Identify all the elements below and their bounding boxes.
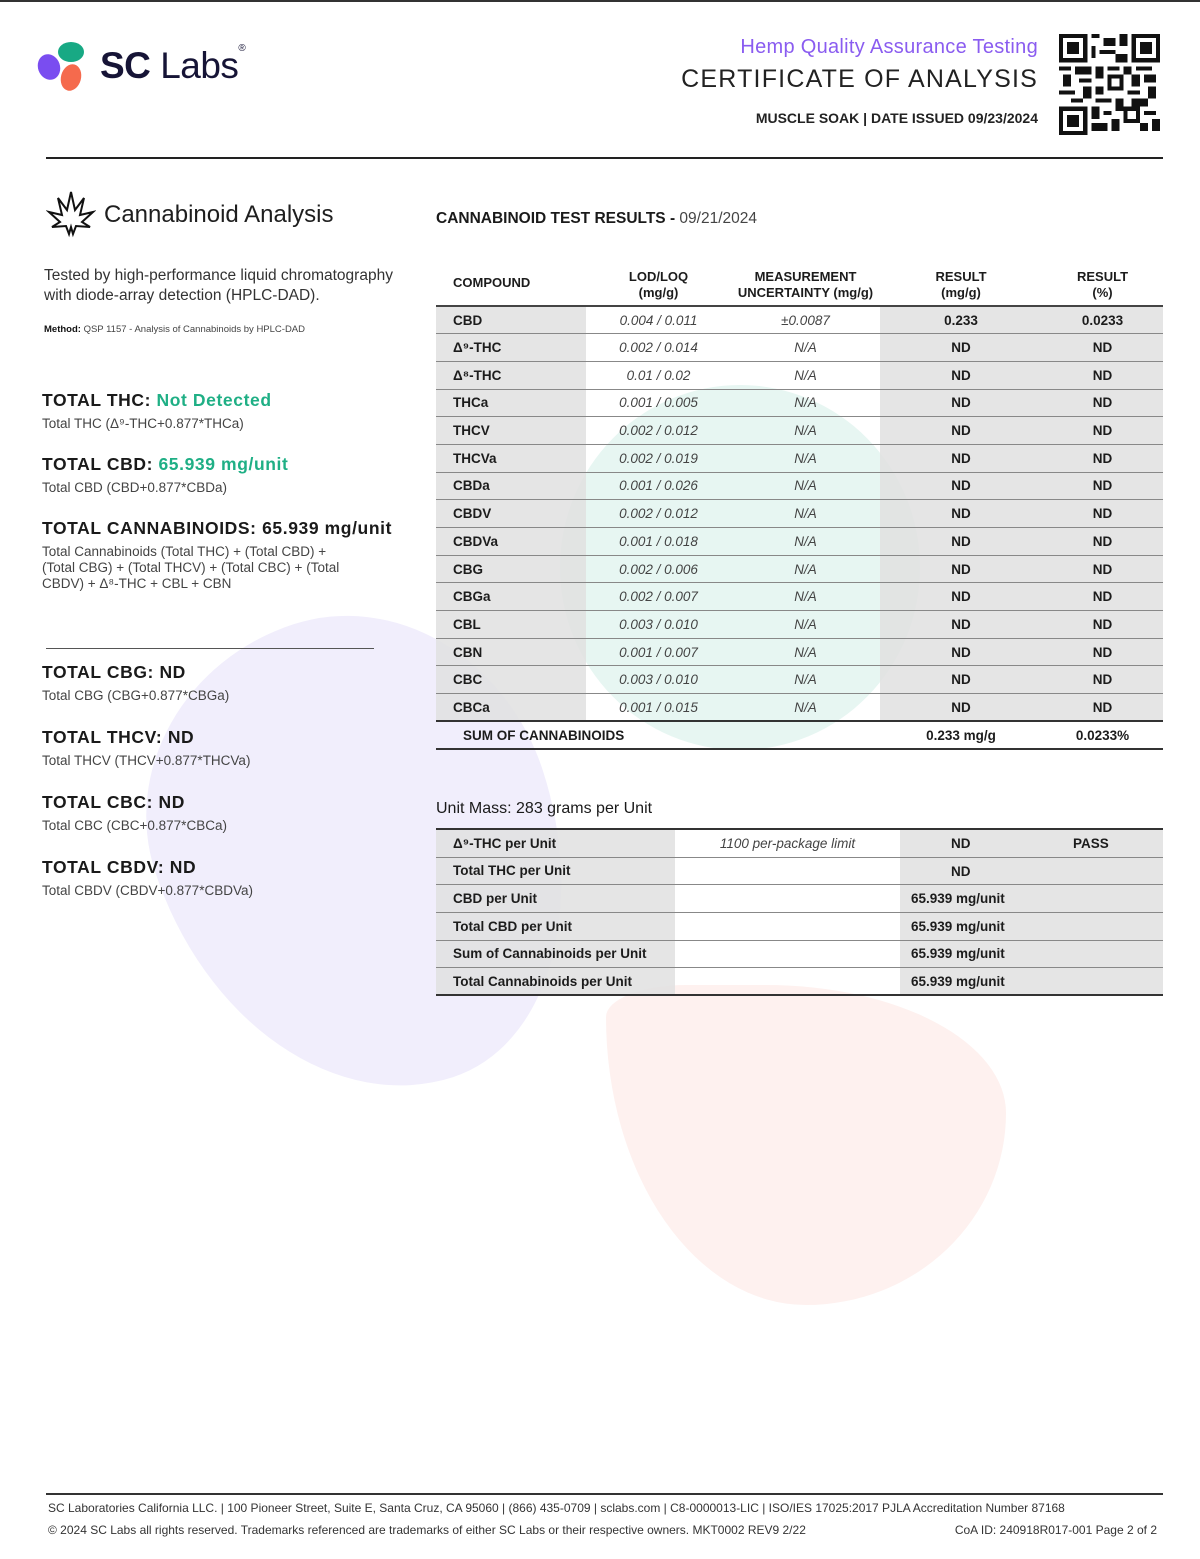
table-row xyxy=(436,583,1163,611)
uncertainty-cell: N/A xyxy=(731,334,880,362)
cannabis-leaf-icon xyxy=(46,190,96,240)
result-mgg-cell: ND xyxy=(880,417,1042,445)
compound-cell: Δ⁹-THC xyxy=(436,334,586,362)
unit-limit-cell xyxy=(675,885,900,913)
header-divider xyxy=(46,157,1163,159)
table-row xyxy=(436,334,1163,362)
uncertainty-cell: N/A xyxy=(731,472,880,500)
table-row xyxy=(436,528,1163,556)
result-pct-cell: ND xyxy=(1042,694,1163,722)
qr-code-icon[interactable] xyxy=(1059,34,1160,135)
lod-loq-cell: 0.001 / 0.007 xyxy=(586,638,731,666)
result-pct-cell: ND xyxy=(1042,389,1163,417)
table-row xyxy=(436,968,1163,996)
table-row xyxy=(436,638,1163,666)
unit-label-cell: Sum of Cannabinoids per Unit xyxy=(436,940,675,968)
result-mgg-cell: ND xyxy=(880,611,1042,639)
cannabinoid-results-table xyxy=(436,264,1163,750)
unit-value-cell xyxy=(900,912,1163,940)
unit-label-cell: Δ⁹-THC per Unit xyxy=(436,829,675,857)
footer-address: SC Laboratories California LLC. | 100 Pioneer Street, Suite E, Santa Cruz, CA 95060 | (866) 435-0709 | sclabs.com | C8-0000013-LIC | ISO/IES 17025:2017 PJLA Accreditation Number 87168 xyxy=(48,1501,1065,1515)
result-pct-cell: ND xyxy=(1042,611,1163,639)
table-row xyxy=(436,444,1163,472)
uncertainty-cell: N/A xyxy=(731,528,880,556)
lod-loq-cell: 0.001 / 0.015 xyxy=(586,694,731,722)
total-cbdv: TOTAL CBDV: ND Total CBDV (CBDV+0.877*CBDVa) xyxy=(42,857,253,898)
result-mgg-cell: ND xyxy=(880,389,1042,417)
lod-loq-cell: 0.001 / 0.018 xyxy=(586,528,731,556)
uncertainty-cell: N/A xyxy=(731,389,880,417)
unit-value-cell xyxy=(900,940,1163,968)
table-row xyxy=(436,472,1163,500)
sum-mgg: 0.233 mg/g xyxy=(880,721,1042,749)
page-top-border xyxy=(0,0,1200,2)
col-result-pct: RESULT (%) xyxy=(1076,269,1129,300)
unit-value: 65.939 mg/unit xyxy=(911,973,1005,989)
lod-loq-cell: 0.001 / 0.005 xyxy=(586,389,731,417)
table-row xyxy=(436,417,1163,445)
total-cannabinoids: TOTAL CANNABINOIDS: 65.939 mg/unit Total Cannabinoids (Total THC) + (Total CBD) + (Total CBG) + (Total THCV) + (Total CBC) + (Total CBDV) + Δ⁸-THC + CBL + CBN xyxy=(42,518,393,591)
compound-cell: CBD xyxy=(436,306,586,334)
uncertainty-cell: N/A xyxy=(731,444,880,472)
uncertainty-cell: N/A xyxy=(731,555,880,583)
result-pct-cell: ND xyxy=(1042,638,1163,666)
decorative-orange-blob xyxy=(606,985,1006,1305)
unit-value-cell xyxy=(900,968,1163,996)
summary-column xyxy=(42,190,412,899)
table-header-row xyxy=(436,264,1163,306)
result-mgg-cell: ND xyxy=(880,555,1042,583)
uncertainty-cell: N/A xyxy=(731,361,880,389)
lod-loq-cell: 0.003 / 0.010 xyxy=(586,611,731,639)
total-thcv: TOTAL THCV: ND Total THCV (THCV+0.877*THCVa) xyxy=(42,727,251,768)
result-mgg-cell: 0.233 xyxy=(880,306,1042,334)
section-header xyxy=(46,190,412,240)
sum-pct: 0.0233% xyxy=(1042,721,1163,749)
result-mgg-cell: ND xyxy=(880,472,1042,500)
uncertainty-cell: N/A xyxy=(731,500,880,528)
lod-loq-cell: 0.01 / 0.02 xyxy=(586,361,731,389)
unit-value: 65.939 mg/unit xyxy=(911,918,1005,934)
result-mgg-cell: ND xyxy=(880,638,1042,666)
result-mgg-cell: ND xyxy=(880,334,1042,362)
table-row xyxy=(436,361,1163,389)
result-pct-cell: ND xyxy=(1042,555,1163,583)
table-row xyxy=(436,829,1163,857)
unit-limit-cell xyxy=(675,968,900,996)
pass-status: PASS xyxy=(1073,836,1109,852)
table-row xyxy=(436,666,1163,694)
result-mgg-cell: ND xyxy=(880,694,1042,722)
col-measurement-uncertainty: MEASUREMENT UNCERTAINTY (mg/g) xyxy=(737,269,874,300)
method-line: Method: QSP 1157 - Analysis of Cannabinoids by HPLC-DAD xyxy=(44,324,306,335)
unit-value: 65.939 mg/unit xyxy=(911,946,1005,962)
col-compound: COMPOUND xyxy=(453,274,531,290)
result-mgg-cell: ND xyxy=(880,528,1042,556)
table-row xyxy=(436,912,1163,940)
footer-divider xyxy=(46,1493,1163,1495)
uncertainty-cell: N/A xyxy=(731,638,880,666)
lod-loq-cell: 0.002 / 0.012 xyxy=(586,417,731,445)
table-row xyxy=(436,389,1163,417)
uncertainty-cell: N/A xyxy=(731,611,880,639)
per-unit-table xyxy=(436,828,1163,996)
result-pct-cell: ND xyxy=(1042,583,1163,611)
sum-label: SUM OF CANNABINOIDS xyxy=(436,721,880,749)
result-pct-cell: ND xyxy=(1042,528,1163,556)
total-thc: TOTAL THC: Not Detected Total THC (Δ⁹-THC+0.877*THCa) xyxy=(42,390,272,431)
document-title: CERTIFICATE OF ANALYSIS xyxy=(681,65,1038,93)
col-lod-loq: LOD/LOQ (mg/g) xyxy=(628,269,689,300)
result-pct-cell: 0.0233 xyxy=(1042,306,1163,334)
table-row xyxy=(436,940,1163,968)
result-mgg-cell: ND xyxy=(880,500,1042,528)
footer-coa-id: CoA ID: 240918R017-001 Page 2 of 2 xyxy=(954,1523,1157,1537)
lod-loq-cell: 0.001 / 0.026 xyxy=(586,472,731,500)
result-mgg-cell: ND xyxy=(880,361,1042,389)
result-pct-cell: ND xyxy=(1042,334,1163,362)
lod-loq-cell: 0.002 / 0.012 xyxy=(586,500,731,528)
compound-cell: CBDVa xyxy=(436,528,586,556)
unit-limit-cell xyxy=(675,857,900,885)
lod-loq-cell: 0.004 / 0.011 xyxy=(586,306,731,334)
table-row xyxy=(436,500,1163,528)
table-row xyxy=(436,555,1163,583)
result-pct-cell: ND xyxy=(1042,472,1163,500)
compound-cell: THCVa xyxy=(436,444,586,472)
unit-value: 65.939 mg/unit xyxy=(911,891,1005,907)
method-description: Tested by high-performance liquid chromatography with diode-array detection (HPLC-DAD). xyxy=(44,267,393,304)
result-pct-cell: ND xyxy=(1042,500,1163,528)
compound-cell: CBDV xyxy=(436,500,586,528)
unit-value-cell xyxy=(900,829,1163,857)
compound-cell: CBGa xyxy=(436,583,586,611)
unit-value-cell xyxy=(900,857,1163,885)
uncertainty-cell: ±0.0087 xyxy=(731,306,880,334)
table-row xyxy=(436,694,1163,722)
total-cbg: TOTAL CBG: ND Total CBG (CBG+0.877*CBGa) xyxy=(42,662,230,703)
header-subtitle: Hemp Quality Assurance Testing xyxy=(740,36,1038,58)
lod-loq-cell: 0.002 / 0.007 xyxy=(586,583,731,611)
unit-limit-cell xyxy=(675,940,900,968)
uncertainty-cell: N/A xyxy=(731,694,880,722)
compound-cell: CBN xyxy=(436,638,586,666)
unit-limit-cell xyxy=(675,912,900,940)
table-row xyxy=(436,611,1163,639)
results-column xyxy=(436,210,1163,996)
section-title: Cannabinoid Analysis xyxy=(104,201,334,228)
lod-loq-cell: 0.002 / 0.019 xyxy=(586,444,731,472)
compound-cell: Δ⁸-THC xyxy=(436,361,586,389)
sc-labs-logo xyxy=(38,40,245,92)
table-row xyxy=(436,306,1163,334)
lod-loq-cell: 0.003 / 0.010 xyxy=(586,666,731,694)
compound-cell: CBG xyxy=(436,555,586,583)
table-row xyxy=(436,885,1163,913)
compound-cell: CBCa xyxy=(436,694,586,722)
header-titles xyxy=(681,36,1038,126)
unit-label-cell: CBD per Unit xyxy=(436,885,675,913)
result-pct-cell: ND xyxy=(1042,666,1163,694)
sum-row xyxy=(436,721,1163,749)
unit-value-cell xyxy=(900,885,1163,913)
footer-copyright: © 2024 SC Labs all rights reserved. Trademarks referenced are trademarks of either SC Labs or their respective owners. MKT0002 REV9 2/22 xyxy=(48,1523,806,1537)
logo-wordmark: SC Labs® xyxy=(100,42,246,86)
unit-label-cell: Total THC per Unit xyxy=(436,857,675,885)
unit-mass-title: Unit Mass: 283 grams per Unit xyxy=(436,800,653,818)
result-mgg-cell: ND xyxy=(880,666,1042,694)
uncertainty-cell: N/A xyxy=(731,417,880,445)
compound-cell: CBC xyxy=(436,666,586,694)
result-pct-cell: ND xyxy=(1042,444,1163,472)
lod-loq-cell: 0.002 / 0.006 xyxy=(586,555,731,583)
uncertainty-cell: N/A xyxy=(731,583,880,611)
compound-cell: CBL xyxy=(436,611,586,639)
total-cbc: TOTAL CBC: ND Total CBC (CBC+0.877*CBCa) xyxy=(42,792,227,833)
table-row xyxy=(436,857,1163,885)
unit-label-cell: Total Cannabinoids per Unit xyxy=(436,968,675,996)
compound-cell: THCa xyxy=(436,389,586,417)
logo-mark-icon xyxy=(38,40,90,92)
col-result-mgg: RESULT (mg/g) xyxy=(935,269,987,300)
compound-cell: THCV xyxy=(436,417,586,445)
lod-loq-cell: 0.002 / 0.014 xyxy=(586,334,731,362)
product-date-issued: MUSCLE SOAK | DATE ISSUED 09/23/2024 xyxy=(755,110,1038,126)
unit-value: ND xyxy=(951,836,971,852)
unit-limit-cell: 1100 per-package limit xyxy=(675,829,900,857)
compound-cell: CBDa xyxy=(436,472,586,500)
total-cbd: TOTAL CBD: 65.939 mg/unit Total CBD (CBD+0.877*CBDa) xyxy=(42,454,289,495)
result-mgg-cell: ND xyxy=(880,583,1042,611)
result-pct-cell: ND xyxy=(1042,361,1163,389)
unit-label-cell: Total CBD per Unit xyxy=(436,912,675,940)
results-title: CANNABINOID TEST RESULTS - 09/21/2024 xyxy=(436,210,757,227)
result-mgg-cell: ND xyxy=(880,444,1042,472)
unit-value: ND xyxy=(951,863,971,879)
result-pct-cell: ND xyxy=(1042,417,1163,445)
summary-divider xyxy=(46,648,374,649)
uncertainty-cell: N/A xyxy=(731,666,880,694)
